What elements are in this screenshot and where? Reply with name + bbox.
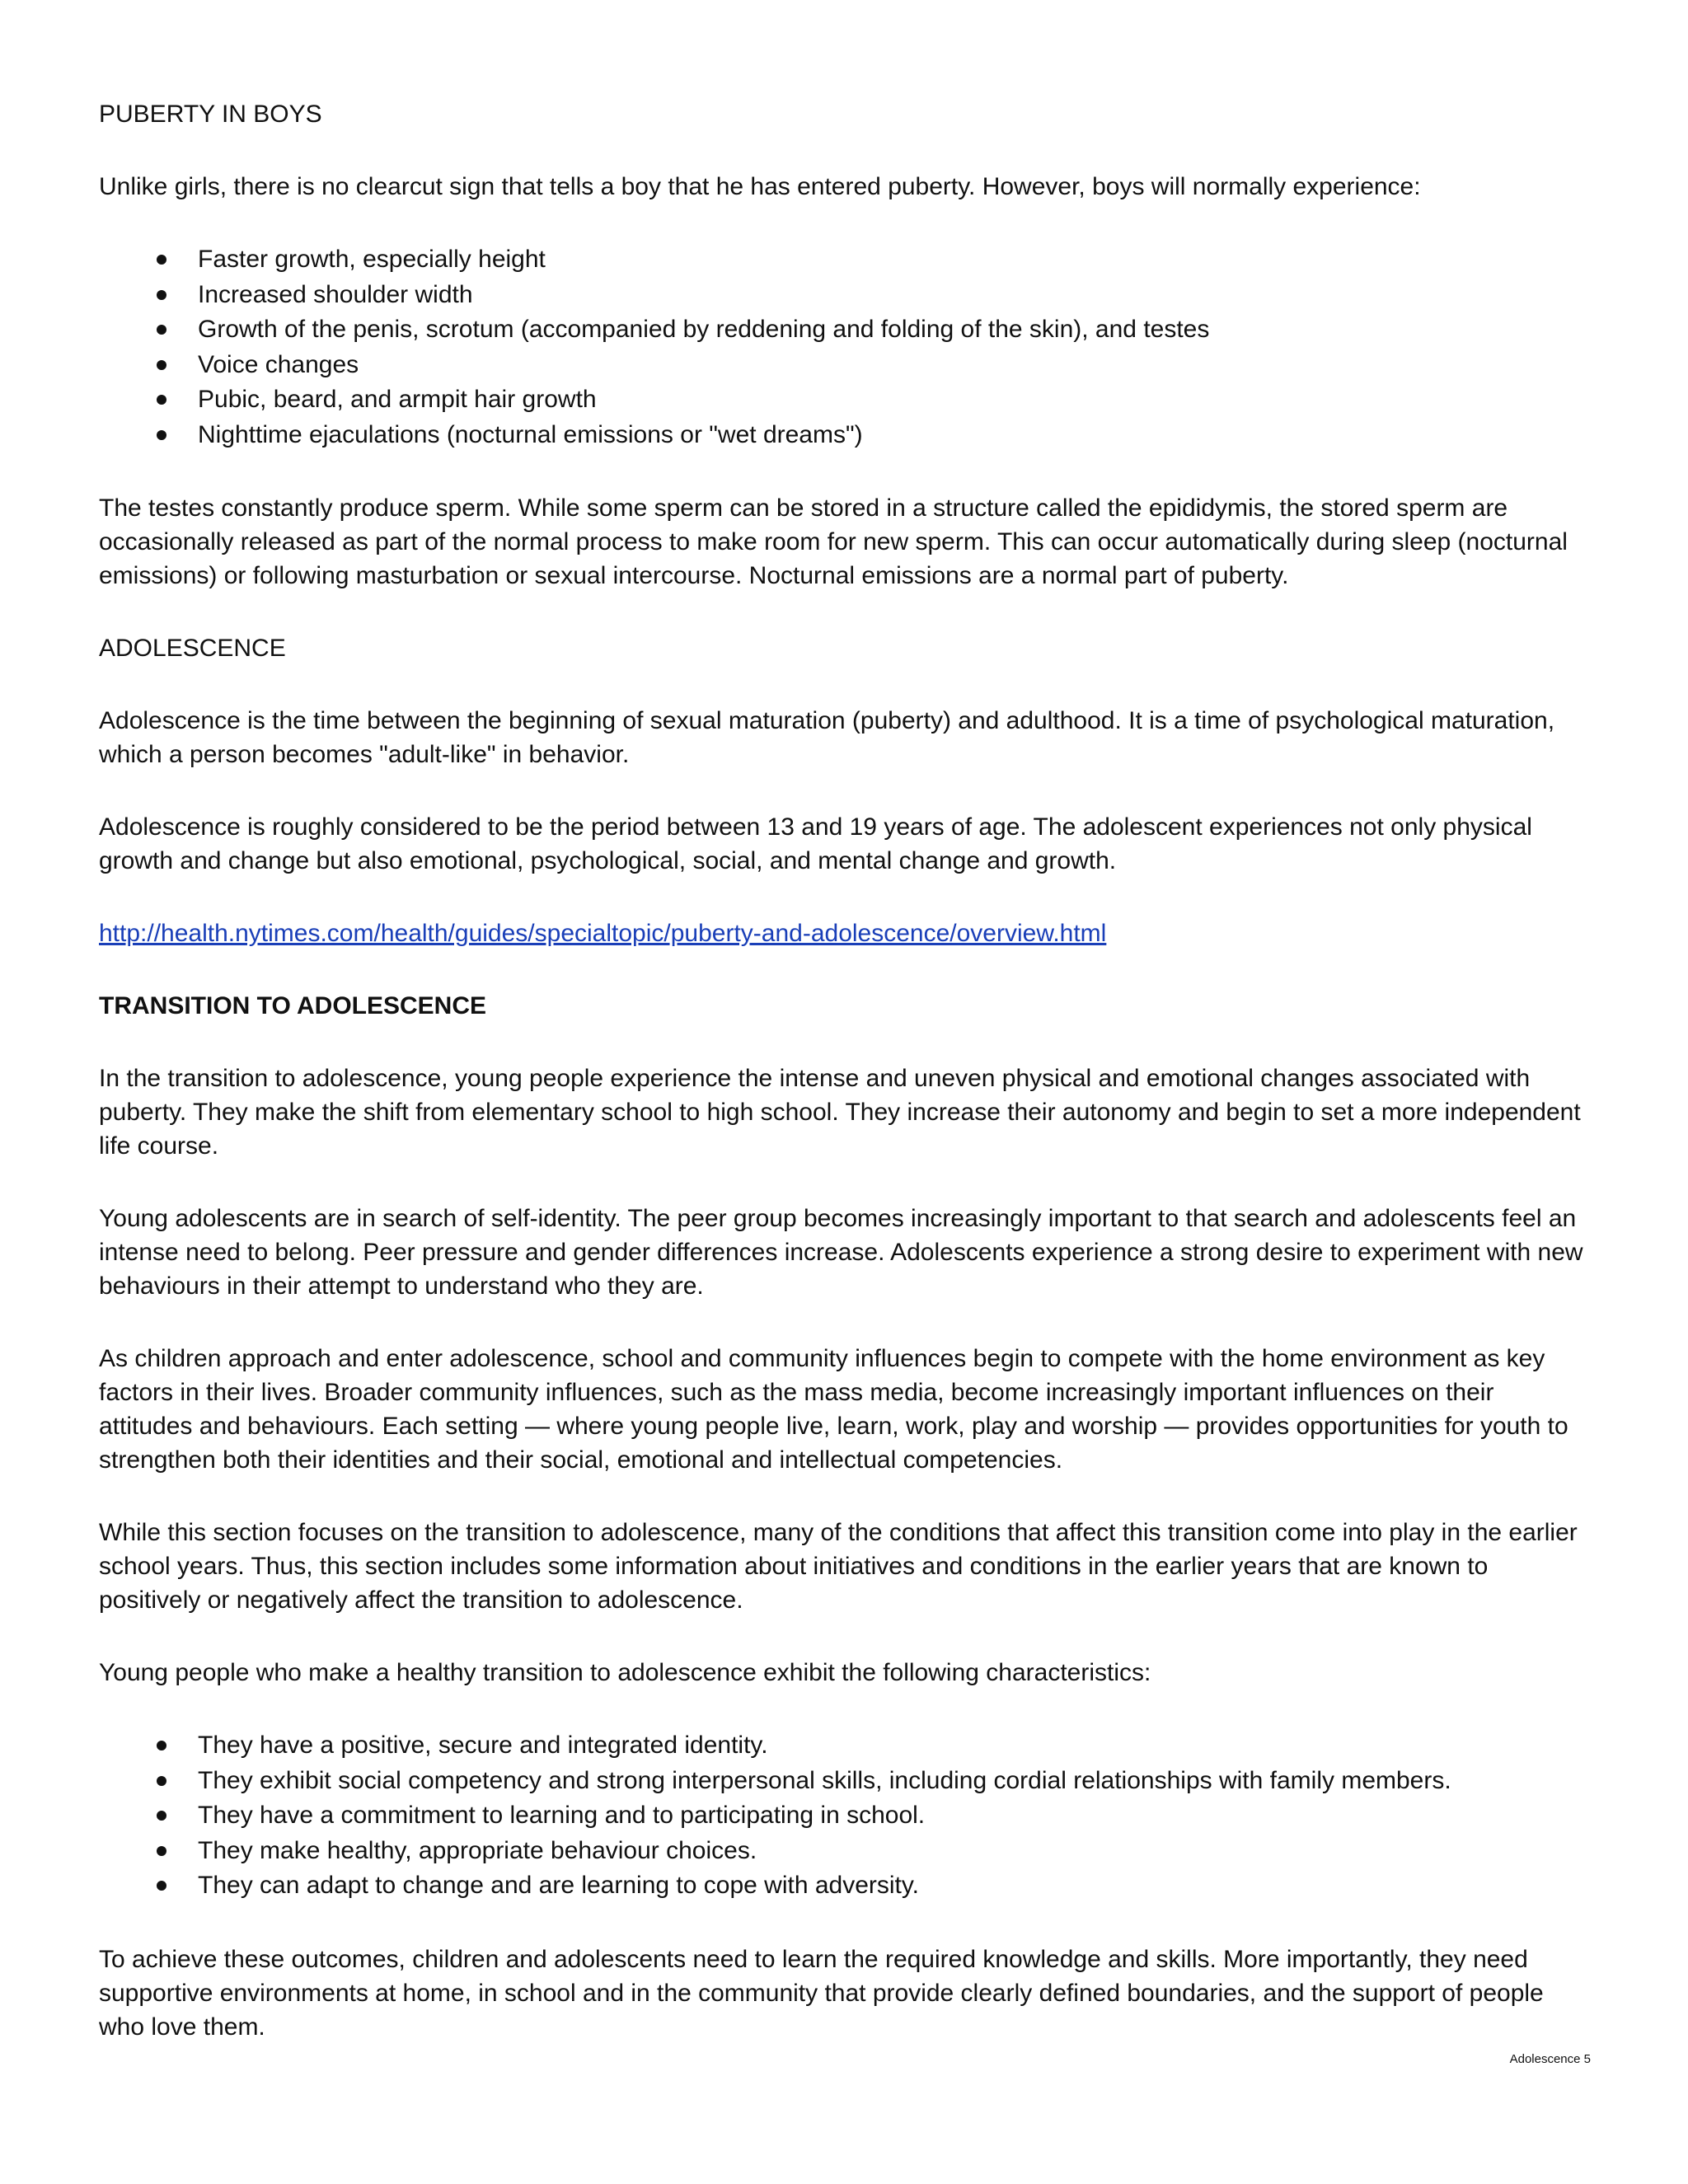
bullet-icon — [157, 1811, 166, 1821]
bullet-icon — [157, 255, 166, 265]
bullet-icon — [157, 1846, 166, 1856]
paragraph-puberty-intro: Unlike girls, there is no clearcut sign that tells a boy that he has entered puberty. However, boys will normally experience: — [99, 173, 1421, 200]
paragraph-adolescence-age-range: Adolescence is roughly considered to be the period between 13 and 19 years of age. The adolescent experiences not only physical growth and change but also emotional, psychological, social, and mental change and growth. — [99, 813, 1532, 874]
bullet-icon — [157, 325, 166, 335]
bullet-icon — [157, 430, 166, 440]
list-item-text: Nighttime ejaculations (nocturnal emissions or "wet dreams") — [198, 420, 863, 448]
list-item-text: Growth of the penis, scrotum (accompanied by reddening and folding of the skin), and testes — [198, 316, 1210, 343]
bullet-icon — [157, 360, 166, 370]
list-item-text: Pubic, beard, and armpit hair growth — [198, 386, 597, 413]
paragraph-self-identity: Young adolescents are in search of self-identity. The peer group becomes increasingly important to that search and adolescents feel an intense need to belong. Peer pressure and gender differences increase. Adolescents experience a strong desire to experiment with new behaviours in their attempt to understand who they are. — [99, 1205, 1583, 1300]
bullet-icon — [157, 1741, 166, 1750]
paragraph-community-influences: As children approach and enter adolescence, school and community influences begin to compete with the home environment as key factors in their lives. Broader community influences, such as the mass media, become increasingly important influences on their attitudes and behaviours. Each setting — where young people live, learn, work, play and worship — provides opportunities for youth to strengthen both their identities and their social, emotional and intellectual competencies. — [99, 1345, 1568, 1474]
list-item-text: They make healthy, appropriate behaviour choices. — [198, 1836, 757, 1864]
list-item — [99, 278, 1591, 313]
list-item-text: They have a positive, secure and integrated identity. — [198, 1732, 768, 1759]
list-item — [99, 1798, 1591, 1834]
list-item — [99, 312, 1591, 348]
list-item — [99, 418, 1591, 453]
list-item-text: They have a commitment to learning and to participating in school. — [198, 1802, 926, 1829]
bullet-icon — [157, 395, 166, 405]
list-item-text: They exhibit social competency and strong interpersonal skills, including cordial relationships with family members. — [198, 1766, 1451, 1794]
paragraph-earlier-years: While this section focuses on the transition to adolescence, many of the conditions that affect this transition come into play in the earlier school years. Thus, this section includes some information about initiatives and conditions in the earlier years that are known to positively or negatively affect the transition to adolescence. — [99, 1519, 1578, 1614]
list-item — [99, 1868, 1591, 1904]
heading-transition-to-adolescence: TRANSITION TO ADOLESCENCE — [99, 992, 487, 1019]
list-item — [99, 1728, 1591, 1764]
reference-link[interactable]: http://health.nytimes.com/health/guides/specialtopic/puberty-and-adolescence/overview.html — [99, 920, 1107, 947]
list-item-text: They can adapt to change and are learning to cope with adversity. — [198, 1872, 919, 1899]
paragraph-testes-sperm: The testes constantly produce sperm. While some sperm can be stored in a structure called the epididymis, the stored sperm are occasionally released as part of the normal process to make room for new sperm. This can occur automatically during sleep (nocturnal emissions) or following masturbation or sexual intercourse. Nocturnal emissions are a normal part of puberty. — [99, 494, 1568, 589]
page-footer-label: Adolescence 5 — [1509, 2052, 1591, 2066]
document-page — [99, 97, 1591, 2044]
list-item-text: Increased shoulder width — [198, 280, 473, 308]
paragraph-adolescence-definition: Adolescence is the time between the beginning of sexual maturation (puberty) and adulthood. It is a time of psychological maturation, which a person becomes "adult-like" in behavior. — [99, 707, 1555, 768]
list-item-text: Faster growth, especially height — [198, 246, 546, 273]
list-item — [99, 242, 1591, 278]
bullet-icon — [157, 1776, 166, 1786]
list-item — [99, 1834, 1591, 1869]
paragraph-transition-intro: In the transition to adolescence, young people experience the intense and uneven physical and emotional changes associated with puberty. They make the shift from elementary school to high school. They increase their autonomy and begin to set a more independent life course. — [99, 1065, 1581, 1160]
heading-puberty-in-boys: PUBERTY IN BOYS — [99, 101, 322, 128]
list-item — [99, 382, 1591, 418]
paragraph-outcomes: To achieve these outcomes, children and adolescents need to learn the required knowledge and skills. More importantly, they need supportive environments at home, in school and in the community that provide clearly defined boundaries, and the support of people who love them. — [99, 1945, 1544, 2041]
healthy-transition-list — [99, 1728, 1591, 1904]
puberty-boys-list — [99, 242, 1591, 452]
list-item-text: Voice changes — [198, 350, 359, 378]
reference-link-paragraph — [99, 916, 1591, 950]
list-item — [99, 348, 1591, 383]
bullet-icon — [157, 1881, 166, 1891]
bullet-icon — [157, 290, 166, 300]
paragraph-characteristics-intro: Young people who make a healthy transition to adolescence exhibit the following characteristics: — [99, 1659, 1151, 1686]
list-item — [99, 1764, 1591, 1799]
heading-adolescence: ADOLESCENCE — [99, 635, 286, 662]
